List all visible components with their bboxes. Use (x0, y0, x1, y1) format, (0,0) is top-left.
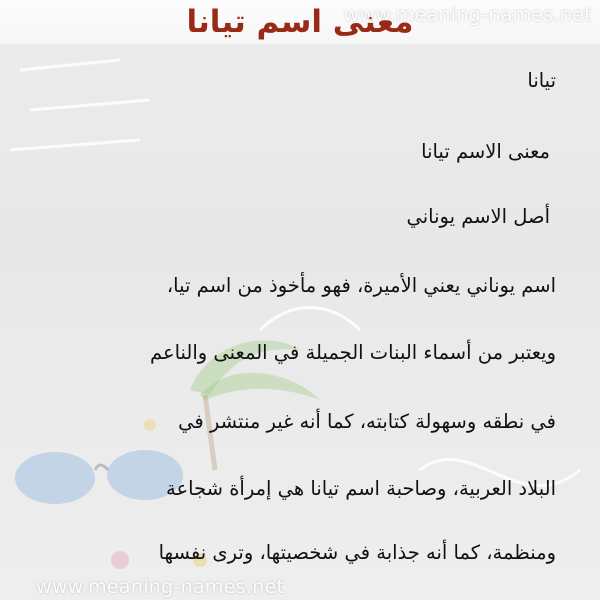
watermark-top: www.meaning-names.net (343, 4, 592, 26)
content-line-description-4: البلاد العربية، وصاحبة اسم تيانا هي إمرأة شجاعة (166, 477, 556, 500)
watermark-bottom: www.meaning-names.net (36, 576, 285, 598)
content-line-description-2: ويعتبر من أسماء البنات الجميلة في المعنى والناعم (149, 341, 556, 364)
content-line-description-5: ومنظمة، كما أنه جذابة في شخصيتها، وترى نفسها (158, 541, 556, 564)
content-line-description-1: اسم يوناني يعني الأميرة، فهو مأخوذ من اسم تيا، (166, 274, 556, 297)
page-title: معنى اسم تيانا (186, 4, 414, 40)
content-line-meaning-heading: معنى الاسم تيانا (421, 140, 550, 163)
background-doodle-arc (260, 308, 360, 331)
content-line-origin: أصل الاسم يوناني (406, 205, 550, 228)
content-line-description-3: في نطقه وسهولة كتابته، كما أنه غير منتشر في (178, 410, 556, 433)
content-line-name: تيانا (527, 69, 556, 92)
